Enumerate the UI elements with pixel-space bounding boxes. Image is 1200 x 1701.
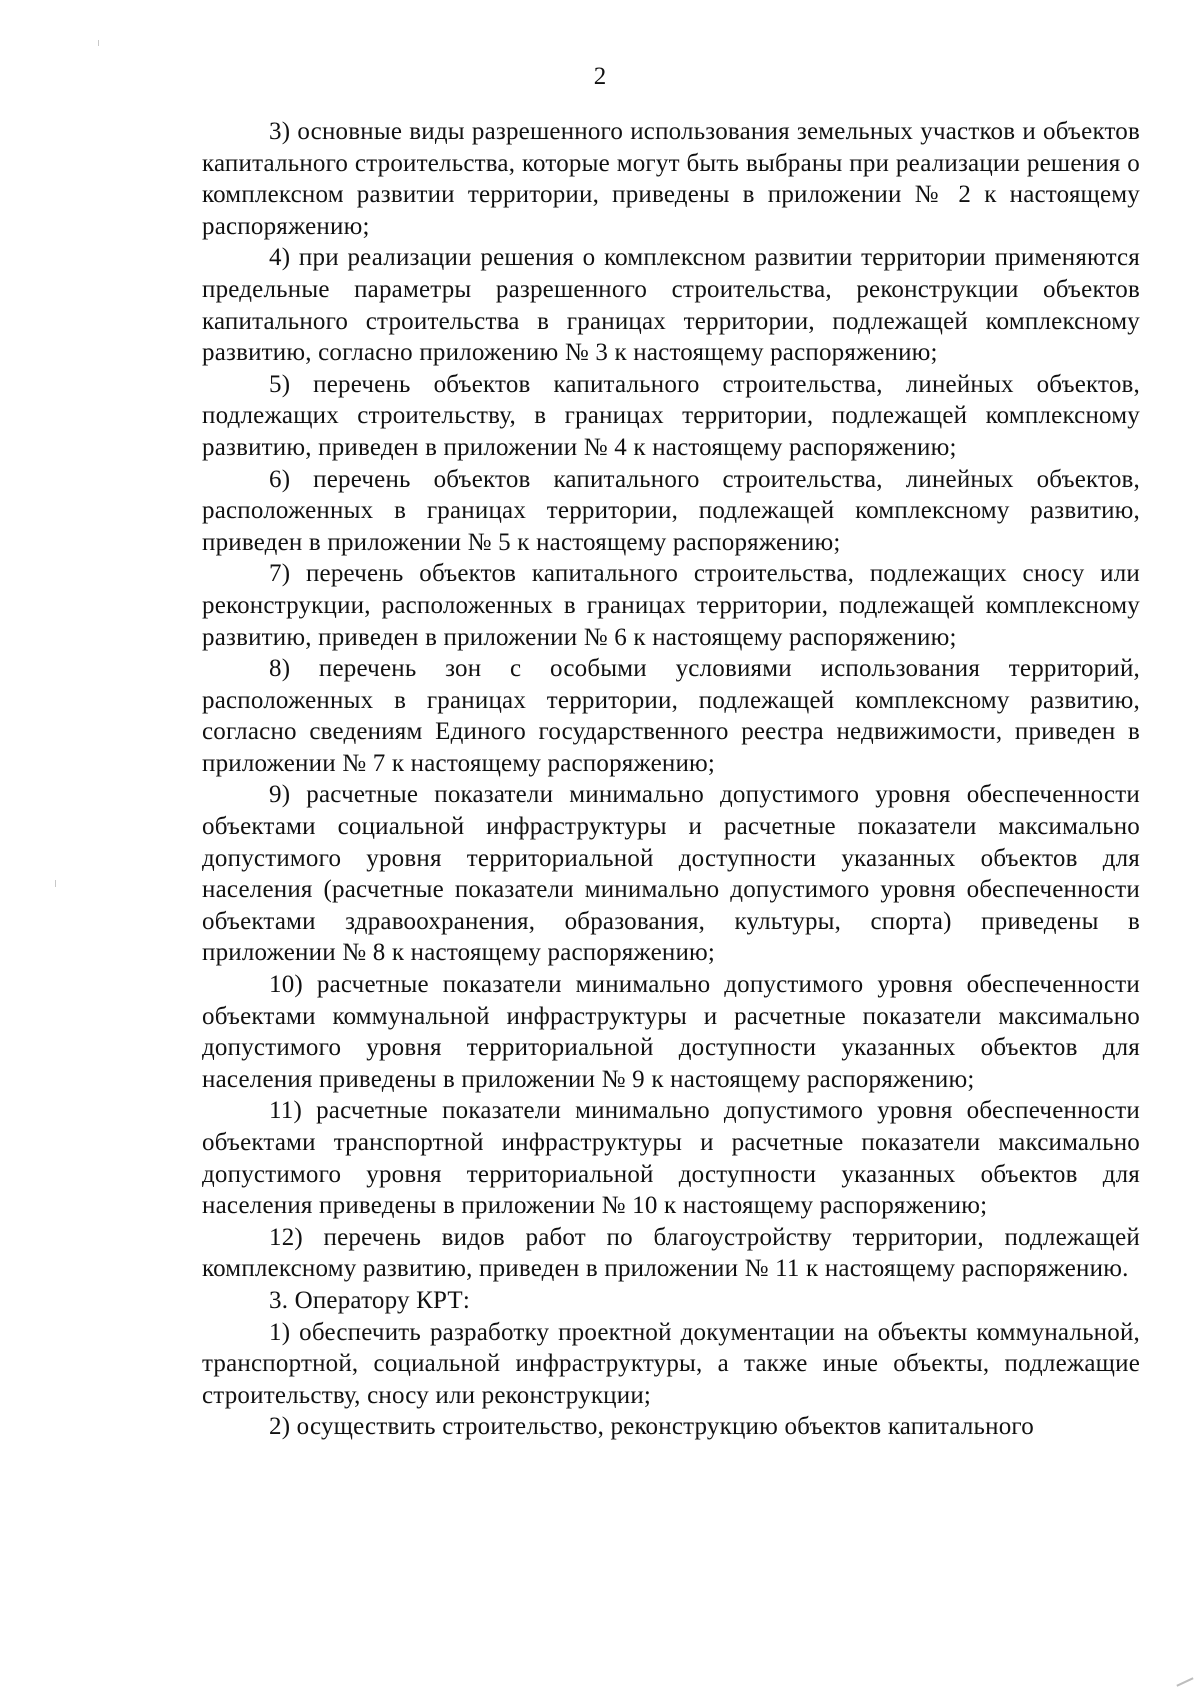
paragraph: 11) расчетные показатели минимально допустимого уровня обеспеченности объектами транспортной инфраструктуры и расчетные показатели максимально допустимого уровня территориальной доступности указанных объектов для населения приведены в приложении № 10 к настоящему распоряжению; xyxy=(202,1097,1140,1220)
paragraph: 12) перечень видов работ по благоустройству территории, подлежащей комплексному развитию, приведен в приложении № 11 к настоящему распоряжению. xyxy=(202,1223,1140,1283)
paragraph: 4) при реализации решения о комплексном развитии территории применяются предельные параметры разрешенного строительства, реконструкции объектов капитального строительства в границах территории, подлежащей комплексному развитию, согласно приложению № 3 к настоящему распоряжению; xyxy=(202,244,1140,367)
paragraph: 1) обеспечить разработку проектной документации на объекты коммунальной, транспортной, социальной инфраструктуры, а также иные объекты, подлежащие строительству, сносу или реконструкции; xyxy=(202,1318,1140,1409)
paragraph: 3) основные виды разрешенного использования земельных участков и объектов капитального строительства, которые могут быть выбраны при реализации решения о комплексном развитии территории, приведены в приложении № 2 к настоящему распоряжению; xyxy=(202,118,1140,240)
document-body xyxy=(202,116,1140,1443)
paragraph: 9) расчетные показатели минимально допустимого уровня обеспеченности объектами социальной инфраструктуры и расчетные показатели максимально допустимого уровня территориальной доступности указанных объектов для населения (расчетные показатели минимально допустимого уровня обеспеченности объектами здравоохранения, образования, культуры, спорта) приведены в приложении № 8 к настоящему распоряжению; xyxy=(202,781,1140,967)
paragraph: 5) перечень объектов капитального строительства, линейных объектов, подлежащих строительству, в границах территории, подлежащей комплексному развитию, приведен в приложении № 4 к настоящему распоряжению; xyxy=(202,370,1140,461)
section-heading: 3. Оператору КРТ: xyxy=(269,1286,470,1314)
paragraph: 2) осуществить строительство, реконструкцию объектов капитального xyxy=(269,1413,1034,1441)
paragraph: 8) перечень зон с особыми условиями использования территорий, расположенных в границах территории, подлежащей комплексному развитию, согласно сведениям Единого государственного реестра недвижимости, приведен в приложении № 7 к настоящему распоряжению; xyxy=(202,655,1140,777)
paragraph: 6) перечень объектов капитального строительства, линейных объектов, расположенных в границах территории, подлежащей комплексному развитию, приведен в приложении № 5 к настоящему распоряжению; xyxy=(202,465,1140,556)
page-number: 2 xyxy=(593,63,607,90)
paragraph: 7) перечень объектов капитального строительства, подлежащих сносу или реконструкции, расположенных в границах территории, подлежащей комплексному развитию, приведен в приложении № 6 к настоящему распоряжению; xyxy=(202,560,1140,651)
scan-artifact xyxy=(1176,1677,1193,1686)
scan-artifact xyxy=(55,880,56,887)
paragraph: 10) расчетные показатели минимально допустимого уровня обеспеченности объектами коммунальной инфраструктуры и расчетные показатели максимально допустимого уровня территориальной доступности указанных объектов для населения приведены в приложении № 9 к настоящему распоряжению; xyxy=(202,971,1140,1093)
scan-artifact xyxy=(98,40,99,46)
